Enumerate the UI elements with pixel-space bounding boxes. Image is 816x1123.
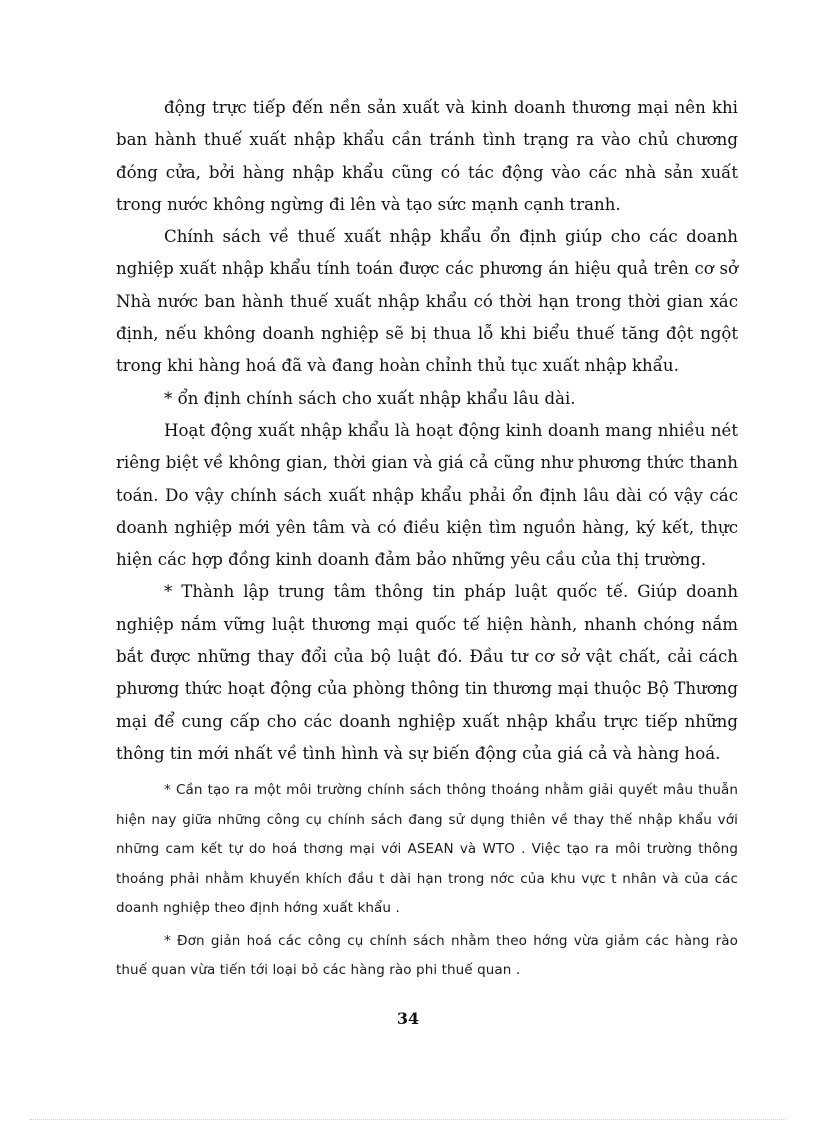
paragraph-open-policy-environment: * Cần tạo ra một môi trường chính sách thông thoáng nhằm giải quyết mâu thuẫn hiện nay giữa những công cụ chính sách đang sử dụng thiên về thay thế nhập khẩu với những cam kết tự do hoá thơng mại với ASEAN và WTO . Việc tạo ra môi trường thông thoáng phải nhằm khuyến khích đầu t dài hạn trong nớc của khu vực t nhân và của các doanh nghiệp theo định hớng xuất khẩu . [116,782,738,917]
paragraph-stable-policy-heading: * ổn định chính sách cho xuất nhập khẩu lâu dài. [164,388,576,408]
body-text [116,92,738,986]
paragraph-export-tax-stability: động trực tiếp đến nền sản xuất và kinh doanh thương mại nên khi ban hành thuế xuất nhập khẩu cần tránh tình trạng ra vào chủ chương đóng cửa, bởi hàng nhập khẩu cũng có tác động vào các nhà sản xuất trong nước không ngừng đi lên và tạo sức mạnh cạnh tranh. [116,98,738,214]
paragraph-simplify-policy-tools: * Đơn giản hoá các công cụ chính sách nhằm theo hớng vừa giảm các hàng rào thuế quan vừa tiến tới loại bỏ các hàng rào phi thuế quan . [116,932,738,979]
page-bottom-divider [30,1119,786,1120]
paragraph-import-export-activity: Hoạt động xuất nhập khẩu là hoạt động kinh doanh mang nhiều nét riêng biệt về không gian, thời gian và giá cả cũng như phương thức thanh toán. Do vậy chính sách xuất nhập khẩu phải ổn định lâu dài có vậy các doanh nghiệp mới yên tâm và có điều kiện tìm nguồn hàng, ký kết, thực hiện các hợp đồng kinh doanh đảm bảo những yêu cầu của thị trường. [116,420,738,570]
page-number: 34 [396,1009,420,1028]
paragraph-tax-policy: Chính sách về thuế xuất nhập khẩu ổn định giúp cho các doanh nghiệp xuất nhập khẩu tính toán được các phương án hiệu quả trên cơ sở Nhà nước ban hành thuế xuất nhập khẩu có thời hạn trong thời gian xác định, nếu không doanh nghiệp sẽ bị thua lỗ khi biểu thuế tăng đột ngột trong khi hàng hoá đã và đang hoàn chỉnh thủ tục xuất nhập khẩu. [116,227,738,376]
paragraph-legal-info-center: * Thành lập trung tâm thông tin pháp luật quốc tế. Giúp doanh nghiệp nắm vững luật thương mại quốc tế hiện hành, nhanh chóng nắm bắt được những thay đổi của bộ luật đó. Đầu tư cơ sở vật chất, cải cách phương thức hoạt động của phòng thông tin thương mại thuộc Bộ Thương mại để cung cấp cho các doanh nghiệp xuất nhập khẩu trực tiếp những thông tin mới nhất về tình hình và sự biến động của giá cả và hàng hoá. [116,582,738,763]
